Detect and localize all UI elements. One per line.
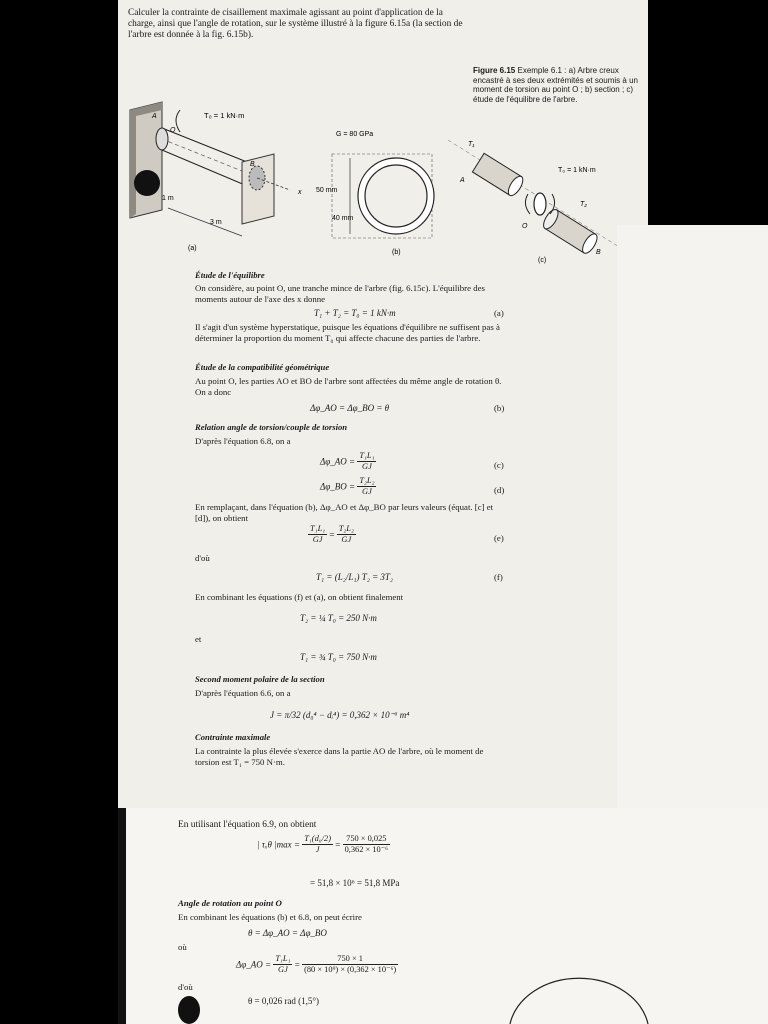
bottom-paragraph-2: En combinant les équations (b) et 6.8, on peut écrire <box>178 912 362 922</box>
equation-phi-num-1: T₁L₁ <box>275 954 291 963</box>
equation-tau-num-2: 750 × 0,025 <box>343 834 390 845</box>
dou-2: d'où <box>178 982 193 992</box>
equation-phi-den-2: (80 × 10⁹) × (0,362 × 10⁻⁶) <box>304 965 397 974</box>
figure-b-section <box>314 126 444 258</box>
page-top-extension <box>617 225 768 808</box>
figure-caption-text: Exemple 6.1 : a) Arbre creux encastré à ses deux extrémités et soumis à un moment de torsion au point O ; b) section ; c) étude de l'équilibre de l'arbre. <box>473 66 638 104</box>
equation-c-number: (c) <box>494 460 504 470</box>
punch-hole-bottom <box>178 996 200 1024</box>
contrainte-paragraph: La contrainte la plus élevée s'exerce dans la partie AO de l'arbre, où le moment de torsion est T₁ = 750 N·m. <box>195 746 484 767</box>
fig-b-inner-diameter: 40 mm <box>332 215 354 222</box>
page-edge-shadow <box>118 808 126 1024</box>
equation-e-left <box>308 524 327 545</box>
equation-b: Δφ_AO = Δφ_BO = θ <box>310 403 390 413</box>
heading-equilibre: Étude de l'équilibre <box>195 270 265 280</box>
equation-tau-result: = 51,8 × 10⁶ = 51,8 MPa <box>310 878 400 888</box>
fig-a-point-o: O <box>170 127 176 134</box>
fig-c-sublabel: (c) <box>538 257 547 264</box>
equation-tau-fraction-1 <box>302 834 333 855</box>
ou-word: où <box>178 942 187 952</box>
equation-phi-lhs: Δφ_AO = <box>236 959 272 970</box>
equation-t1: T₁ = ¾ T₀ = 750 N·m <box>300 652 377 662</box>
equation-t2: T₂ = ¼ T₀ = 250 N·m <box>300 613 377 623</box>
equation-c <box>320 451 376 472</box>
fig-a-torque-label: T₀ = 1 kN·m <box>204 111 245 120</box>
equation-e-equals: = <box>329 529 335 540</box>
equation-b-number: (b) <box>494 403 505 413</box>
page-bottom <box>120 808 768 1024</box>
heading-contrainte: Contrainte maximale <box>195 732 271 742</box>
compat-paragraph: Au point O, les parties AO et BO de l'arbre sont affectées du même angle de rotation θ. On a donc <box>195 376 502 397</box>
equation-e-number: (e) <box>494 533 504 543</box>
equation-c-numerator: T₁L₁ <box>359 451 375 460</box>
equation-theta-result: θ = 0,026 rad (1,5°) <box>248 996 319 1006</box>
figure-caption <box>473 66 645 104</box>
et-word: et <box>195 634 202 644</box>
relation-paragraph-1: D'après l'équation 6.8, on a <box>195 436 291 446</box>
equation-d-lhs: Δφ_BO = <box>320 481 356 492</box>
equation-tau-lhs: | τₓθ |max = <box>257 839 300 850</box>
equilibre-paragraph-2: Il s'agit d'un système hyperstatique, puisque les équations d'équilibre ne suffisent pas à déterminer la proportion du moment T₀ qui affecte chacune des parties de l'arbre. <box>195 322 500 343</box>
fig-b-outer-diameter: 50 mm <box>316 187 338 194</box>
equation-a: T₁ + T₂ = T₀ = 1 kN·m <box>314 308 396 318</box>
equation-phi-den-1: GJ <box>278 965 288 974</box>
equation-f-number: (f) <box>494 572 503 582</box>
fig-c-point-o: O <box>522 223 528 230</box>
fig-c-t0-label: T₀ = 1 kN·m <box>558 167 596 174</box>
dou-1: d'où <box>195 553 210 563</box>
equation-phi-equals: = <box>294 959 300 970</box>
relation-paragraph-3: En combinant les équations (f) et (a), on obtient finalement <box>195 592 404 602</box>
equation-tau-equals: = <box>335 839 341 850</box>
equation-phi-num-2: 750 × 1 <box>302 954 398 965</box>
equation-d-denominator: GJ <box>362 487 372 496</box>
equation-c-lhs: Δφ_AO = <box>320 456 356 467</box>
fig-c-point-b: B <box>596 249 601 256</box>
moment-paragraph: D'après l'équation 6.6, on a <box>195 688 291 698</box>
equation-d-number: (d) <box>494 485 505 495</box>
equation-a-number: (a) <box>494 308 504 318</box>
equation-d-fraction <box>357 476 376 497</box>
equation-e-right-den: GJ <box>341 535 352 544</box>
fig-a-point-a: A <box>152 113 157 120</box>
fig-a-axis-x: x <box>298 189 302 196</box>
relation-paragraph-2: En remplaçant, dans l'équation (b), Δφ_AO et Δφ_BO par leurs valeurs (équat. [c] et [d]), on obtient <box>195 502 494 523</box>
equation-tau-fraction-2 <box>343 834 390 855</box>
equation-phi-fraction-2 <box>302 954 398 975</box>
fig-c-point-a: A <box>460 177 465 184</box>
equation-d-numerator: T₂L₂ <box>359 476 375 485</box>
equation-tau-num-1: T₁(d₀/2) <box>304 834 331 843</box>
fig-a-length-2: 3 m <box>210 219 222 226</box>
equation-j: J = π/32 (d₀⁴ − dᵢ⁴) = 0,362 × 10⁻⁶ m⁴ <box>270 710 410 720</box>
punch-hole-top <box>134 170 160 196</box>
intro-text: Calculer la contrainte de cisaillement maximale agissant au point d'application de la charge, ainsi que l'angle de rotation, sur le système illustré à la figure 6.15a (la section de l'arbre est donnée à la fig. 6.15b). <box>128 8 463 40</box>
equation-tau-den-2: 0,362 × 10⁻⁶ <box>344 845 389 854</box>
figure-c-equilibrium <box>430 130 648 268</box>
fig-a-point-b: B <box>250 161 255 168</box>
equation-f: T₁ = (L₂/L₁) T₂ = 3T₂ <box>316 572 394 582</box>
equilibre-paragraph-1: On considère, au point O, une tranche mince de l'arbre (fig. 6.15c). L'équilibre des moments autour de l'axe des x donne <box>195 283 485 304</box>
equation-e-left-num: T₁L₁ <box>310 524 326 533</box>
fig-b-modulus: G = 80 GPa <box>336 131 374 138</box>
equation-tau <box>257 834 390 855</box>
fig-c-t2-label: T₂ <box>580 201 587 208</box>
equation-phi <box>236 954 398 975</box>
fig-c-t1-label: T₁ <box>468 141 475 148</box>
heading-angle: Angle de rotation au point O <box>178 898 282 908</box>
fig-a-sublabel: (a) <box>188 245 197 252</box>
heading-compat: Étude de la compatibilité géométrique <box>195 362 330 372</box>
equation-c-fraction <box>357 451 376 472</box>
equation-phi-fraction-1 <box>273 954 292 975</box>
page-top <box>118 0 648 808</box>
figure-label: Figure 6.15 <box>473 66 516 75</box>
equation-c-denominator: GJ <box>362 462 372 471</box>
equation-e-right <box>337 524 356 545</box>
equation-d <box>320 476 376 497</box>
equation-e-right-num: T₂L₂ <box>338 524 354 533</box>
protractor-arc <box>500 968 650 1024</box>
heading-moment: Second moment polaire de la section <box>195 674 325 684</box>
equation-theta: θ = Δφ_AO = Δφ_BO <box>248 928 327 938</box>
equation-e <box>308 524 356 545</box>
fig-b-sublabel: (b) <box>392 249 401 256</box>
bottom-paragraph-1: En utilisant l'équation 6.9, on obtient <box>178 820 317 830</box>
fig-a-length-1: 1 m <box>162 195 174 202</box>
equation-tau-den-1: J <box>315 845 320 854</box>
heading-relation: Relation angle de torsion/couple de torsion <box>195 422 348 432</box>
equation-e-left-den: GJ <box>312 535 323 544</box>
